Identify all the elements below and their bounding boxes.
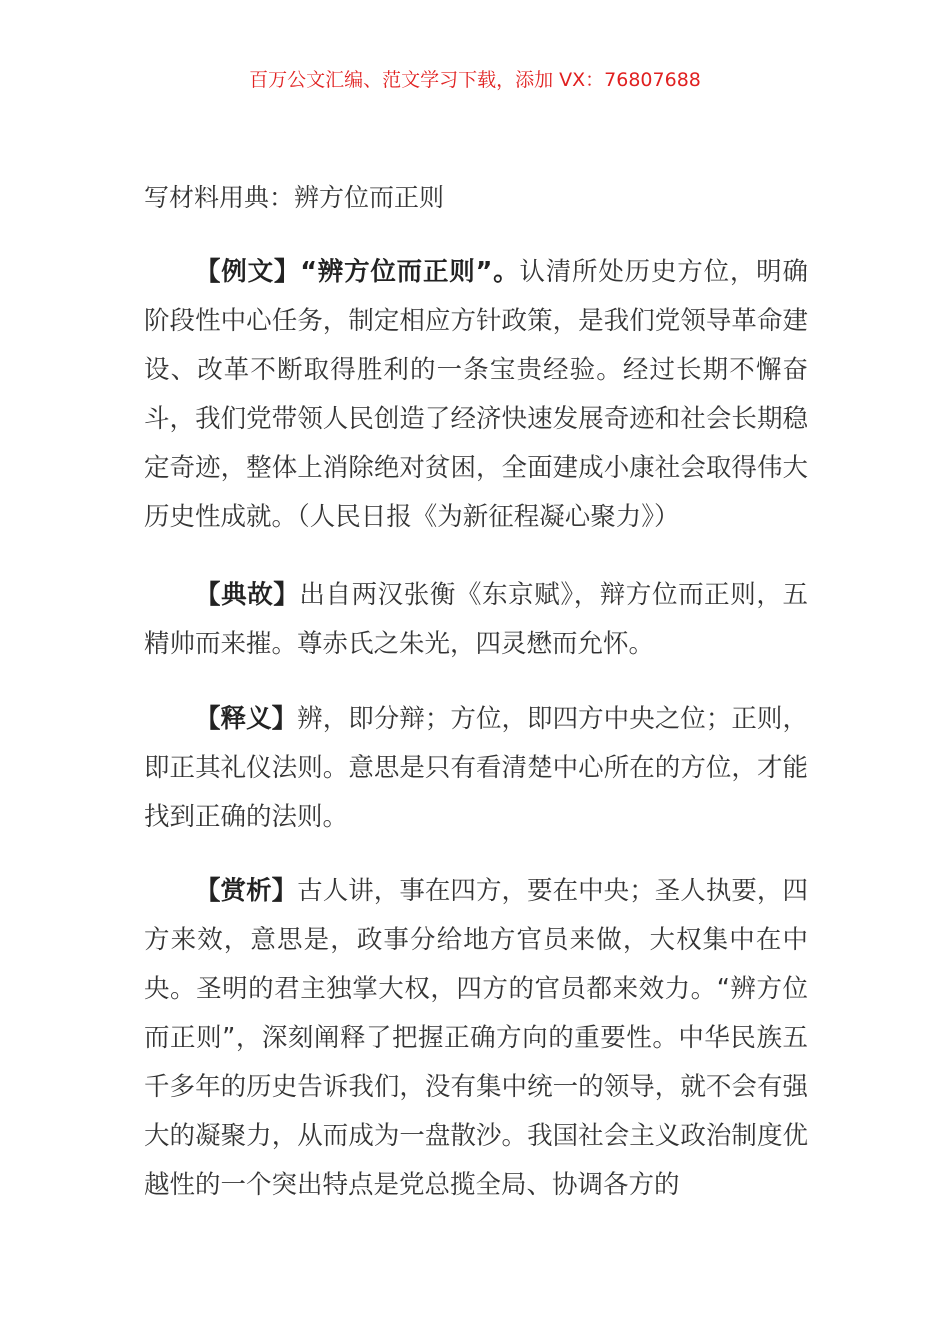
header-notice: 百万公文汇编、范文学习下载，添加 VX：76807688 — [249, 69, 701, 91]
paragraph-example — [144, 248, 808, 542]
paragraph-body: 辨，即分辩；方位，即四方中央之位；正则，即正其礼仪法则。意思是只有看清楚中心所在的方位，才能找到正确的法则。 — [144, 704, 808, 832]
paragraph-body: 古人讲，事在四方，要在中央；圣人执要，四方来效，意思是，政事分给地方官员来做，大权集中在中央。圣明的君主独掌大权，四方的官员都来效力。“辨方位而正则”，深刻阐释了把握正确方向的重要性。中华民族五千多年的历史告诉我们，没有集中统一的领导，就不会有强大的凝聚力，从而成为一盘散沙。我国社会主义政治制度优越性的一个突出特点是党总揽全局、协调各方的 — [144, 876, 808, 1200]
paragraph-lead: 【赏析】 — [195, 876, 298, 906]
paragraph-body: 出自两汉张衡《东京赋》，辩方位而正则，五精帅而来摧。尊赤氏之朱光，四灵懋而允怀。 — [144, 580, 808, 659]
paragraph-lead: 【典故】 — [195, 580, 300, 610]
paragraph-body: 认清所处历史方位，明确阶段性中心任务，制定相应方针政策，是我们党领导革命建设、改革不断取得胜利的一条宝贵经验。经过长期不懈奋斗，我们党带领人民创造了经济快速发展奇迹和社会长期稳定奇迹，整体上消除绝对贫困，全面建成小康社会取得伟大历史性成就。（人民日报《为新征程凝心聚力》） — [144, 257, 808, 532]
paragraph-meaning — [144, 695, 808, 842]
paragraph-appreciation — [144, 867, 808, 1210]
paragraph-lead: 【释义】 — [195, 704, 298, 734]
paragraph-allusion — [144, 571, 808, 669]
paragraph-lead: 【例文】“辨方位而正则”。 — [195, 257, 520, 287]
document-title: 写材料用典：辨方位而正则 — [144, 183, 445, 212]
